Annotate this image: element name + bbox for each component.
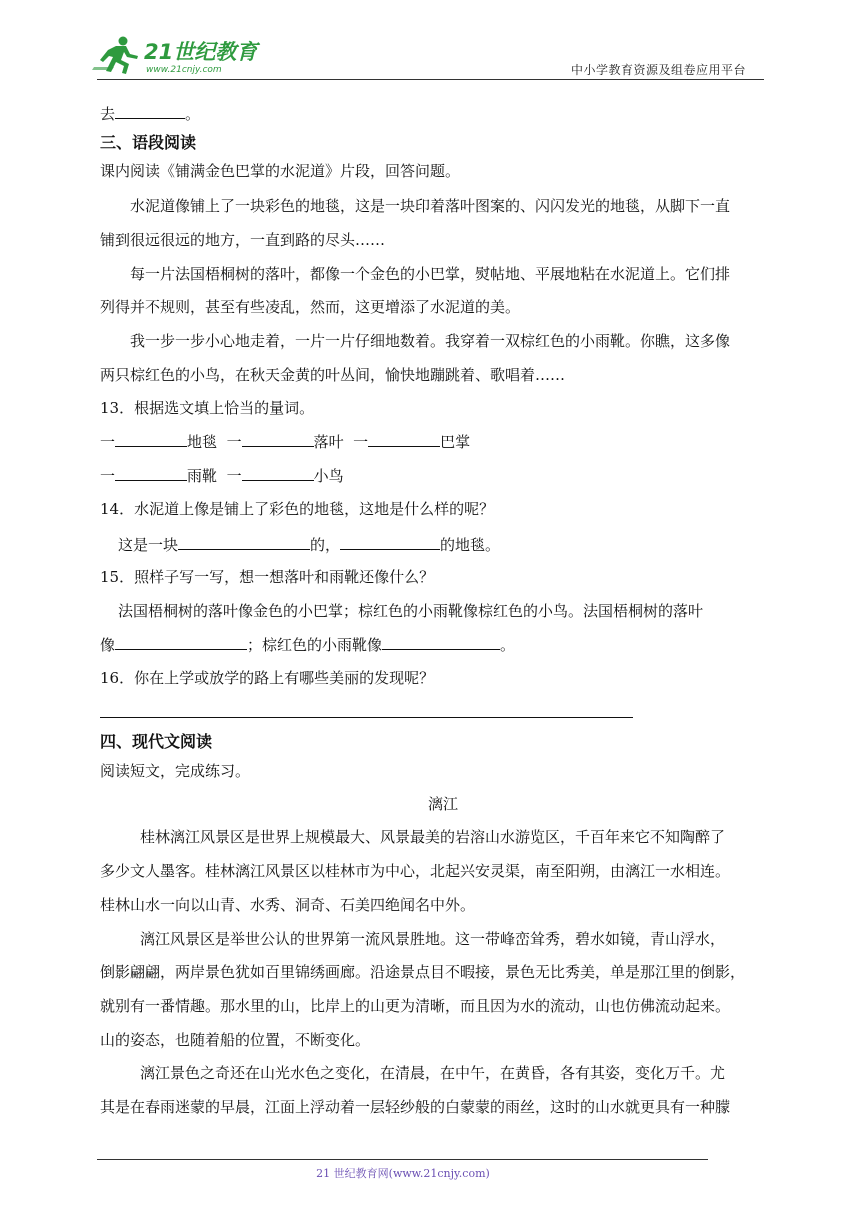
header-slogan: 中小学教育资源及组卷应用平台 (571, 63, 747, 77)
q14-part-1: 这是一块 (118, 536, 179, 554)
answer-blank[interactable] (115, 432, 187, 447)
logo-text: 21世纪教育 (144, 40, 258, 64)
word-bird: 小鸟 (313, 467, 344, 485)
question-13-row-1 (100, 432, 470, 452)
passage-title: 漓江 (428, 795, 459, 813)
q14-part-2: 的， (310, 536, 341, 554)
paragraph-3-line-1: 我一步一步小心地走着，一片一片仔细地数着。我穿着一双棕红色的小雨靴。你瞧，这多像 (130, 332, 731, 350)
footer-divider (97, 1159, 708, 1160)
footer-link[interactable]: 21 世纪教育网(www.21cnjy.com) (316, 1167, 490, 1180)
reading-paragraph-1-line-2: 多少文人墨客。桂林漓江风景区以桂林市为中心，北起兴安灵渠，南至阳朔，由漓江一水相连。 (100, 862, 731, 880)
answer-blank[interactable] (115, 466, 187, 481)
measure-prefix: 一 (226, 467, 242, 485)
logo-url: www.21cnjy.com (146, 65, 222, 75)
answer-blank[interactable] (178, 535, 310, 550)
reading-paragraph-3-line-2: 其是在春雨迷蒙的早晨，江面上浮动着一层轻纱般的白蒙蒙的雨丝，这时的山水就更具有一种朦 (100, 1098, 731, 1116)
reading-paragraph-2-line-1: 漓江风景区是举世公认的世界第一流风景胜地。这一带峰峦耸秀，碧水如镜，青山浮水， (140, 930, 726, 948)
question-14-answer (118, 535, 500, 555)
question-13: 13．根据选文填上恰当的量词。 (100, 399, 315, 417)
previous-question-tail (100, 104, 200, 124)
q15-part-3: 。 (500, 636, 516, 654)
question-15-answer (100, 635, 515, 655)
paragraph-3-line-2: 两只棕红色的小鸟，在秋天金黄的叶丛间，愉快地蹦跳着、歌唱着…… (100, 366, 566, 384)
answer-blank[interactable] (368, 432, 440, 447)
runner-logo-icon (92, 34, 267, 78)
word-carpet: 地毯 (187, 433, 218, 451)
paragraph-1-line-1: 水泥道像铺上了一块彩色的地毯，这是一块印着落叶图案的、闪闪发光的地毯，从脚下一直 (130, 197, 731, 215)
paragraph-1-line-2: 铺到很远很远的地方，一直到路的尽头…… (100, 231, 386, 249)
question-15-example: 法国梧桐树的落叶像金色的小巴掌；棕红色的小雨靴像棕红色的小鸟。法国梧桐树的落叶 (118, 602, 704, 620)
paragraph-2-line-1: 每一片法国梧桐树的落叶，都像一个金色的小巴掌，熨帖地、平展地粘在水泥道上。它们排 (130, 265, 731, 283)
question-14: 14．水泥道上像是铺上了彩色的地毯，这地是什么样的呢？ (100, 500, 495, 518)
reading-paragraph-3-line-1: 漓江景色之奇还在山光水色之变化，在清晨，在中午，在黄昏，各有其姿，变化万千。尤 (140, 1064, 726, 1082)
reading-paragraph-1-line-3: 桂林山水一向以山青、水秀、洞奇、石美四绝闻名中外。 (100, 896, 476, 914)
prev-prefix: 去 (100, 105, 116, 123)
section-3-title: 三、语段阅读 (100, 133, 197, 152)
q14-part-3: 的地毯。 (440, 536, 501, 554)
answer-blank[interactable] (340, 535, 440, 550)
reading-paragraph-1-line-1: 桂林漓江风景区是世界上规模最大、风景最美的岩溶山水游览区，千百年来它不知陶醉了 (140, 828, 726, 846)
word-rain-boots: 雨靴 (187, 467, 218, 485)
question-13-row-2 (100, 466, 344, 486)
reading-paragraph-2-line-2: 倒影翩翩，两岸景色犹如百里锦绣画廊。沿途景点目不暇接，景色无比秀美，单是那江里的倒影， (100, 963, 746, 981)
question-16-answer-line[interactable] (100, 717, 633, 718)
site-logo (92, 34, 267, 78)
reading-paragraph-2-line-3: 就别有一番情趣。那水里的山，比岸上的山更为清晰，而且因为水的流动，山也仿佛流动起来。 (100, 997, 731, 1015)
answer-blank[interactable] (382, 635, 500, 650)
measure-prefix: 一 (353, 433, 369, 451)
word-fallen-leaf: 落叶 (313, 433, 344, 451)
paragraph-2-line-2: 列得并不规则，甚至有些凌乱，然而，这更增添了水泥道的美。 (100, 298, 521, 316)
header-divider (97, 79, 764, 80)
measure-prefix: 一 (100, 433, 116, 451)
question-16: 16．你在上学或放学的路上有哪些美丽的发现呢？ (100, 669, 435, 687)
q15-part-2: ；棕红色的小雨靴像 (247, 636, 383, 654)
answer-blank[interactable] (115, 635, 247, 650)
reading-paragraph-2-line-4: 山的姿态，也随着船的位置，不断变化。 (100, 1031, 371, 1049)
section-3-intro: 课内阅读《铺满金色巴掌的水泥道》片段，回答问题。 (100, 162, 461, 180)
question-15: 15．照样子写一写，想一想落叶和雨靴还像什么？ (100, 568, 435, 586)
answer-blank[interactable] (242, 466, 314, 481)
answer-blank[interactable] (242, 432, 314, 447)
answer-blank[interactable] (115, 104, 185, 119)
q15-part-1: 像 (100, 636, 116, 654)
prev-suffix: 。 (185, 105, 201, 123)
section-4-title: 四、现代文阅读 (100, 732, 213, 751)
word-palm: 巴掌 (440, 433, 471, 451)
section-4-intro: 阅读短文，完成练习。 (100, 762, 251, 780)
measure-prefix: 一 (100, 467, 116, 485)
measure-prefix: 一 (226, 433, 242, 451)
